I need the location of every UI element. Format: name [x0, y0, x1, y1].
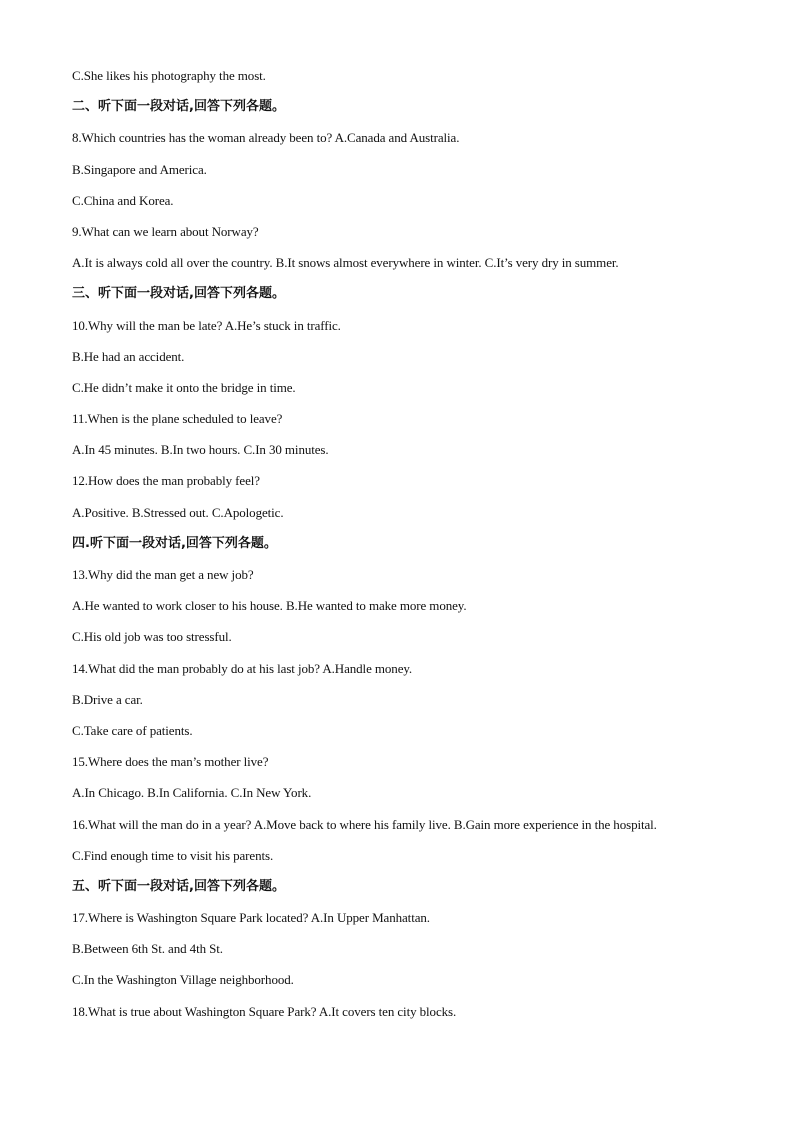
question-text: 9.What can we learn about Norway? — [72, 223, 259, 239]
answer-option: B.Between 6th St. and 4th St. — [72, 941, 223, 957]
answer-option: C.China and Korea. — [72, 192, 174, 208]
section-heading: 五、听下面一段对话,回答下列各题。 — [72, 878, 285, 894]
section-heading: 三、听下面一段对话,回答下列各题。 — [72, 286, 285, 302]
question-text: 13.Why did the man get a new job? — [72, 567, 254, 582]
answer-option: B.Drive a car. — [72, 691, 143, 707]
question-text: 12.How does the man probably feel? — [72, 473, 260, 489]
question-text: 15.Where does the man’s mother live? — [72, 754, 269, 770]
answer-option: A.In 45 minutes. B.In two hours. C.In 30 minutes. — [72, 442, 329, 458]
question-text: 10.Why will the man be late? A.He’s stuck in traffic. — [72, 317, 341, 333]
question-text: 17.Where is Washington Square Park located? A.In Upper Manhattan. — [72, 910, 430, 926]
answer-option: C.In the Washington Village neighborhood. — [72, 972, 294, 988]
question-text: 8.Which countries has the woman already been to? A.Canada and Australia. — [72, 130, 460, 146]
answer-option: B.He had an accident. — [72, 348, 185, 364]
question-text: 16.What will the man do in a year? A.Move back to where his family live. B.Gain more experience in the hospital. — [72, 816, 657, 832]
answer-option: A.He wanted to work closer to his house. B.He wanted to make more money. — [72, 598, 467, 614]
answer-option: B.Singapore and America. — [72, 161, 207, 177]
answer-option: C.She likes his photography the most. — [72, 68, 266, 83]
answer-option: A.In Chicago. B.In California. C.In New York. — [72, 785, 312, 801]
question-text: 14.What did the man probably do at his last job? A.Handle money. — [72, 660, 413, 676]
answer-option: A.It is always cold all over the country. B.It snows almost everywhere in winter. C.It’s very dry in summer. — [72, 255, 619, 271]
document-page — [72, 66, 732, 1033]
answer-option: C.He didn’t make it onto the bridge in time. — [72, 379, 296, 395]
answer-option: C.Find enough time to visit his parents. — [72, 847, 274, 863]
answer-option: A.Positive. B.Stressed out. C.Apologetic. — [72, 504, 284, 520]
answer-option: C.His old job was too stressful. — [72, 629, 232, 645]
answer-option: C.Take care of patients. — [72, 722, 193, 738]
section-heading: 四.听下面一段对话,回答下列各题。 — [72, 535, 277, 551]
question-text: 11.When is the plane scheduled to leave? — [72, 411, 283, 427]
section-heading: 二、听下面一段对话,回答下列各题。 — [72, 99, 285, 115]
question-text: 18.What is true about Washington Square Park? A.It covers ten city blocks. — [72, 1003, 457, 1019]
